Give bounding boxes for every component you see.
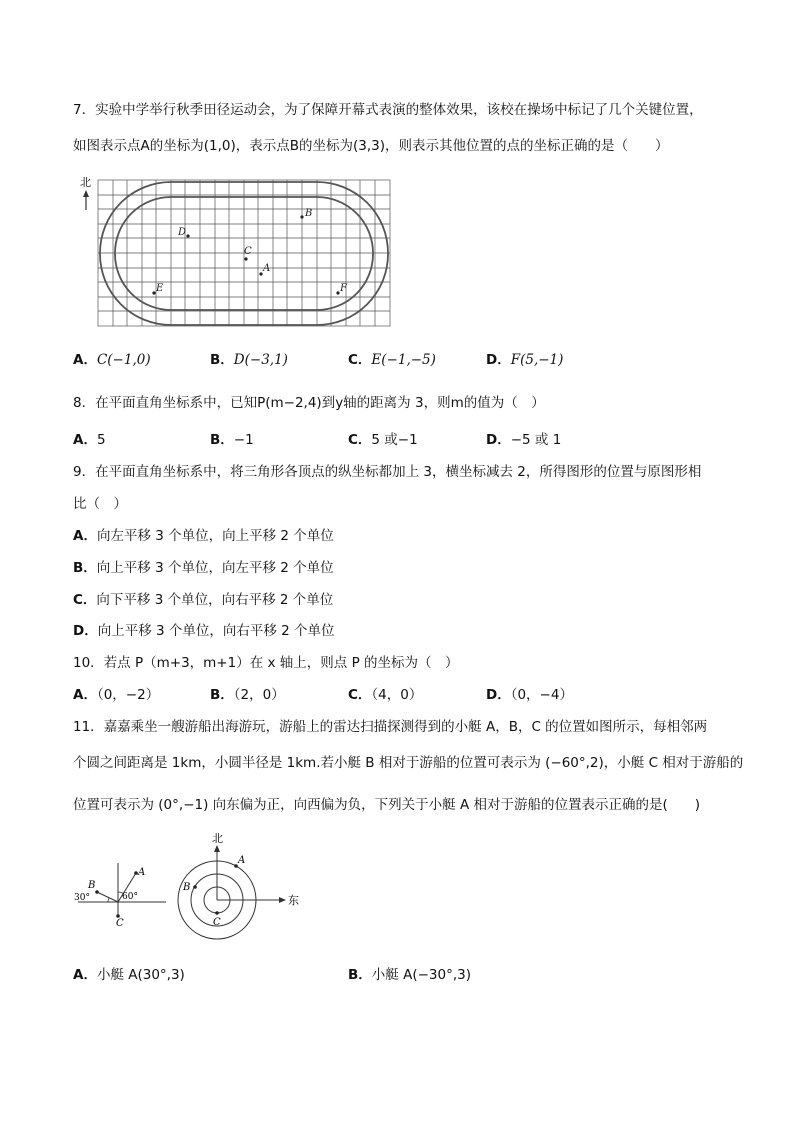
label-a: A [238,855,246,866]
q10-stem: 10．若点 P（m+3，m+1）在 x 轴上，则点 P 的坐标为（ ） [73,655,459,671]
q8-option-c[interactable]: C．5 或−1 [348,432,418,448]
label-b: B [88,880,96,891]
q8-stem: 8．在平面直角坐标系中，已知P(m−2,4)到y轴的距离为 3，则m的值为（ ） [73,395,545,411]
q7-option-c[interactable]: C．E(−1,−5) [348,352,436,368]
dot-b [95,890,99,894]
east-arrowhead-icon [279,897,286,903]
point-b [300,215,303,218]
q8-option-a[interactable]: A．5 [73,432,106,448]
q9-stem-line-1: 9．在平面直角坐标系中，将三角形各顶点的纵坐标都加上 3，横坐标减去 2，所得图形的位置与原图形相 [73,464,702,480]
angle-label-60: 60° [122,892,138,902]
q7-stem-line-2: 如图表示点A的坐标为(1,0)，表示点B的坐标为(3,3)，则表示其他位置的点的坐标正确的是（ ） [73,138,669,154]
q7-north-label: 北 [80,176,91,189]
q8-option-b[interactable]: B．−1 [210,432,254,448]
q7-option-b[interactable]: B．D(−3,1) [210,352,288,368]
dot-b [193,885,197,889]
point-c [244,257,247,260]
q7-option-d[interactable]: D．F(5,−1) [486,352,564,368]
north-arrowhead-icon [83,190,89,197]
q11-option-b[interactable]: B．小艇 A(−30°,3) [348,967,471,983]
label-e: E [156,283,164,294]
q7-track-figure [70,172,400,332]
label-d: D [178,227,187,238]
arc-30 [108,898,109,902]
north-arrowhead-icon [214,845,220,852]
q11-stem-line-2: 个圆之间距离是 1km，小圆半径是 1km.若小艇 B 相对于游船的位置可表示为 (−60°,2)，小艇 C 相对于游船的 [73,755,744,771]
angle-label-30: 30° [74,893,90,903]
label-f: F [340,283,347,294]
label-a: A [138,867,146,878]
q10-option-c[interactable]: C．（4，0） [348,687,423,703]
q10-option-d[interactable]: D．（0，−4） [486,687,573,703]
north-label: 北 [212,832,223,845]
east-label: 东 [288,894,299,907]
q9-stem-line-2: 比（ ） [73,496,127,512]
q10-option-b[interactable]: B．（2，0） [210,687,285,703]
q10-option-a[interactable]: A．（0，−2） [73,687,160,703]
point-d [186,234,189,237]
q9-option-b[interactable]: B．向上平移 3 个单位，向左平移 2 个单位 [73,560,334,576]
q11-option-a[interactable]: A．小艇 A(30°,3) [73,967,185,983]
q11-radar-figure [170,828,305,948]
label-b: B [305,208,313,219]
q7-option-a[interactable]: A．C(−1,0) [73,352,151,368]
q9-option-d[interactable]: D．向上平移 3 个单位，向右平移 2 个单位 [73,623,335,639]
q9-option-c[interactable]: C．向下平移 3 个单位，向右平移 2 个单位 [73,592,334,608]
label-c: C [116,918,124,927]
ray-to-b [97,892,118,902]
label-c: C [213,917,221,928]
label-b: B [183,882,191,893]
q11-angle-figure [72,855,172,927]
q11-stem-line-3: 位置可表示为 (0°,−1) 向东偏为正，向西偏为负，下列关于小艇 A 相对于游船的位置表示正确的是( ) [73,797,700,813]
q8-option-d[interactable]: D．−5 或 1 [486,432,562,448]
q7-stem-line-1: 7．实验中学举行秋季田径运动会，为了保障开幕式表演的整体效果，该校在操场中标记了几个关键位置， [73,102,703,118]
label-c: C [244,246,252,257]
dot-c [215,911,219,915]
q9-option-a[interactable]: A．向左平移 3 个单位，向上平移 2 个单位 [73,528,334,544]
q11-stem-line-1: 11．嘉嘉乘坐一艘游船出海游玩，游船上的雷达扫描探测得到的小艇 A，B，C 的位置如图所示，每相邻两 [73,719,708,735]
label-a: A [263,263,271,274]
